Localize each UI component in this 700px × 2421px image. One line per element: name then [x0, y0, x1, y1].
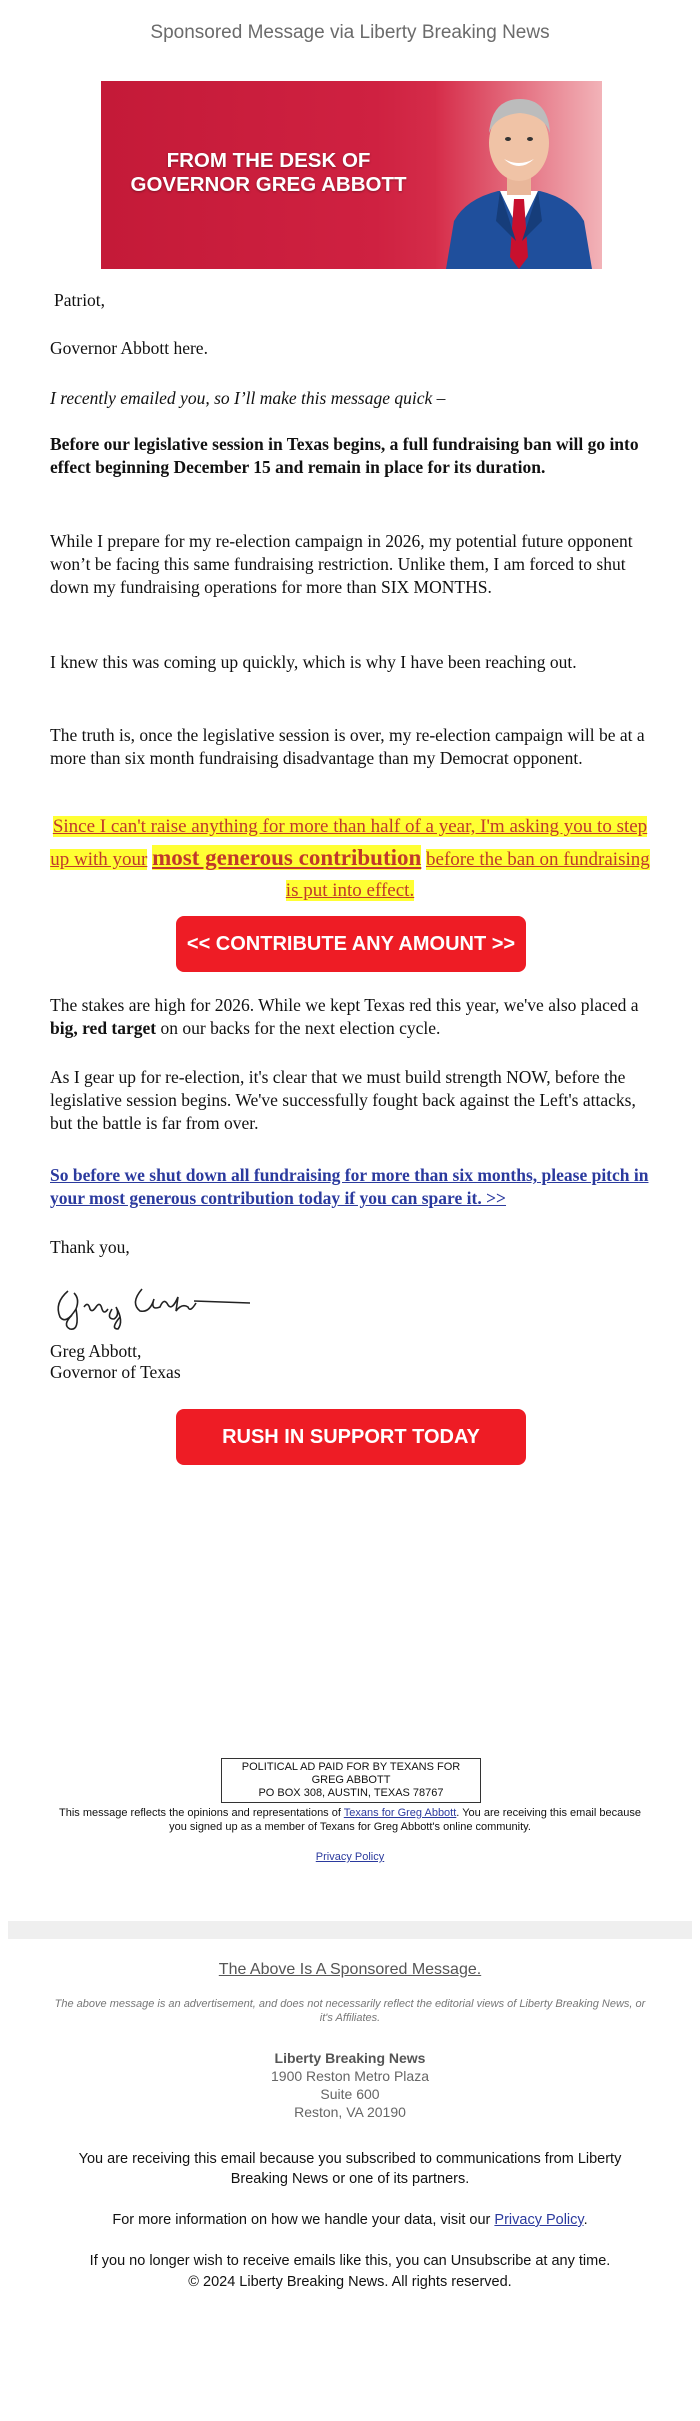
editorial-disclaimer: The above message is an advertisement, and does not necessarily reflect the editorial views of Liberty Breaking News, or it's Affiliates.	[54, 1998, 646, 2024]
sponsored-notice: The Above Is A Sponsored Message.	[218, 1961, 482, 1978]
po-box-line: PO BOX 308, AUSTIN, TEXAS 78767	[258, 1787, 444, 1799]
contribute-button[interactable]: << CONTRIBUTE ANY AMOUNT >>	[176, 916, 526, 972]
banner-title	[101, 149, 436, 197]
footer-privacy-link[interactable]: Privacy Policy	[494, 2212, 584, 2228]
banner-line-1: FROM THE DESK OF	[166, 149, 371, 172]
privacy-row	[50, 1850, 650, 1864]
subscription-notice: You are receiving this email because you subscribed to communications from Liberty Breaking News or one of its partners.	[78, 2151, 622, 2187]
signature-block	[50, 1341, 650, 1383]
texans-for-abbott-link[interactable]: Texans for Greg Abbott	[343, 1807, 457, 1819]
governor-portrait	[436, 81, 602, 269]
paragraph-stakes: The stakes are high for 2026. While we kept Texas red this year, we've also placed a big, red target on our backs for the next election cycle.	[50, 995, 639, 1038]
signature-image	[50, 1273, 250, 1331]
sign-title: Governor of Texas	[50, 1362, 181, 1382]
paragraph-disadvantage: The truth is, once the legislative session is over, my re-election campaign will be at a more than six month fundraising disadvantage than my Democrat opponent.	[50, 725, 645, 768]
closing: Thank you,	[50, 1237, 130, 1257]
data-handling-notice: For more information on how we handle your data, visit our Privacy Policy.	[112, 2212, 588, 2228]
highlight-text-2[interactable]: before the ban on fundraising is put into effect.	[285, 849, 650, 901]
address-line-3: Reston, VA 20190	[294, 2104, 406, 2120]
intro-line: Governor Abbott here.	[50, 338, 208, 358]
paragraph-reaching-out: I knew this was coming up quickly, which is why I have been reaching out.	[50, 652, 577, 672]
big-red-target: big, red target	[50, 1018, 157, 1038]
header-banner[interactable]	[101, 81, 602, 269]
sponsor-line: Sponsored Message via Liberty Breaking News	[150, 22, 550, 43]
banner-line-2: GOVERNOR GREG ABBOTT	[130, 173, 407, 196]
copyright: © 2024 Liberty Breaking News. All rights reserved.	[188, 2274, 512, 2290]
paragraph-reelection: While I prepare for my re-election campaign in 2026, my potential future opponent won’t be facing this same fundraising restriction. Unlike them, I am forced to shut down my fundraising operations for more than SIX MONTHS.	[50, 531, 633, 597]
quick-note: I recently emailed you, so I’ll make this message quick –	[50, 388, 446, 408]
sign-name: Greg Abbott,	[50, 1341, 142, 1361]
unsubscribe-notice[interactable]: If you no longer wish to receive emails like this, you can Unsubscribe at any time.	[89, 2253, 611, 2269]
address-line-2: Suite 600	[320, 2086, 380, 2102]
cta-paragraph	[50, 1164, 650, 1210]
opinions-notice: This message reflects the opinions and representations of Texans for Greg Abbott. You are receiving this email because you signed up as a member of Texans for Greg Abbott's online community.	[59, 1807, 641, 1833]
cta-link[interactable]: So before we shut down all fundraising for more than six months, please pitch in your most generous contribution today if you can spare it. >>	[50, 1165, 649, 1208]
highlighted-appeal[interactable]	[50, 811, 650, 906]
address-line-1: 1900 Reston Metro Plaza	[271, 2068, 429, 2084]
highlight-big-text[interactable]: most generous contribution	[152, 845, 422, 870]
ban-announcement: Before our legislative session in Texas begins, a full fundraising ban will go into effect beginning December 15 and remain in place for its duration.	[50, 434, 639, 477]
publisher-name: Liberty Breaking News	[274, 2050, 426, 2066]
privacy-policy-link[interactable]: Privacy Policy	[315, 1851, 385, 1863]
rush-support-button[interactable]: RUSH IN SUPPORT TODAY	[176, 1409, 526, 1465]
greeting: Patriot,	[54, 290, 106, 310]
paid-for-line: POLITICAL AD PAID FOR BY TEXANS FOR GREG ABBOTT	[241, 1761, 461, 1786]
paid-for-disclaimer	[221, 1758, 481, 1803]
highlight-text-1[interactable]: Since I can't raise anything for more than half of a year, I'm asking you to step up with your	[50, 816, 648, 870]
paragraph-strength: As I gear up for re-election, it's clear that we must build strength NOW, before the legislative session begins. We've successfully fought back against the Left's attacks, but the battle is far from over.	[50, 1067, 636, 1133]
publisher-address	[0, 2049, 700, 2121]
divider-bar	[8, 1921, 692, 1939]
